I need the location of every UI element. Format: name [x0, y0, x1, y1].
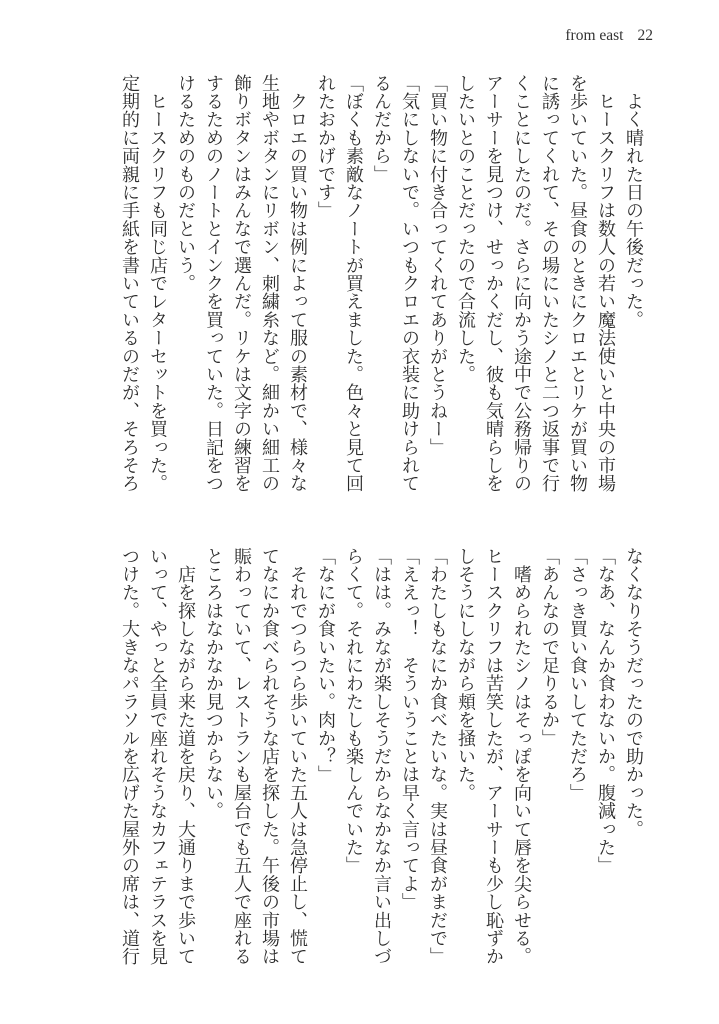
- text-column: 「なにが食いたい。肉か？」: [315, 547, 336, 784]
- text-column: に誘ってくれて、その場にいたシノと二つ返事で行: [539, 74, 560, 493]
- text-column: それでつらつら歩いていた五人は急停止し、慌て: [287, 547, 308, 966]
- text-column: ヒースクリフは苦笑したが、アーサーも少し恥ずか: [483, 547, 504, 966]
- text-column: よく晴れた日の午後だった。: [623, 74, 644, 329]
- text-column: しそうにしながら頬を掻いた。: [455, 547, 476, 802]
- text-column: くことにしたのだ。さらに向かう途中で公務帰りの: [511, 74, 532, 493]
- text-column: てなにか食べられそうな店を探した。午後の市場は: [259, 547, 280, 966]
- text-column: 「気にしないで。いつもクロエの衣装に助けられて: [399, 74, 420, 493]
- text-column: 「なあ、なんか食わないか。腹減った」: [595, 547, 616, 875]
- text-column: 生地やボタンにリボン、刺繍糸など。細かい細工の: [259, 74, 280, 493]
- text-column: 「はは。みなが楽しそうだからなかなか言い出しづ: [371, 547, 392, 966]
- text-column: 飾りボタンはみんなで選んだ。リケは文字の練習を: [231, 74, 252, 493]
- text-column: 「ぼくも素敵なノートが買えました。色々と見て回: [343, 74, 364, 493]
- text-column: いって、やっと全員で座れそうなカフェテラスを見: [147, 547, 168, 966]
- text-column: 定期的に両親に手紙を書いているのだが、そろそろ: [119, 74, 140, 493]
- text-column: 嗜められたシノはそっぽを向いて唇を尖らせる。: [511, 547, 532, 966]
- text-column: 「さっき買い食いしてただろ」: [567, 547, 588, 802]
- text-column: クロエの買い物は例によって服の素材で、様々な: [287, 74, 308, 493]
- text-column: なくなりそうだったので助かった。: [623, 547, 644, 839]
- text-column: ヒースクリフは数人の若い魔法使いと中央の市場: [595, 74, 616, 493]
- text-column: れたおかげです」: [315, 74, 336, 220]
- text-column: 「買い物に付き合ってくれてありがとうねー」: [427, 74, 448, 457]
- text-column: ところはなかなか見つからない。: [203, 547, 224, 820]
- text-column: を歩いていた。昼食のときにクロエとリケが買い物: [567, 74, 588, 493]
- text-column: アーサーを見つけ、せっかくだし、彼も気晴らしを: [483, 74, 504, 493]
- text-column: したいとのことだったので合流した。: [455, 74, 476, 384]
- page-number: 22: [637, 27, 653, 44]
- upper-text-block: [115, 74, 647, 496]
- text-column: 「ええっ！ そういうことは早く言ってよ」: [399, 547, 420, 911]
- text-column: 賑わっていて、レストランも屋台でも五人で座れる: [231, 547, 252, 966]
- text-column: ヒースクリフも同じ店でレターセットを買った。: [147, 74, 168, 493]
- text-column: らくて。それにわたしも楽しんでいた」: [343, 547, 364, 875]
- text-column: 店を探しながら来た道を戻り、大通りまで歩いて: [175, 547, 196, 966]
- text-column: するためのノートとインクを買っていた。日記をつ: [203, 74, 224, 493]
- text-column: 「あんなので足りるか」: [539, 547, 560, 748]
- header-title: from east: [565, 27, 624, 44]
- text-column: 「わたしもなにか食べたいな。実は昼食がまだで」: [427, 547, 448, 966]
- text-column: けるためのものだという。: [175, 74, 196, 293]
- lower-text-block: [115, 547, 647, 969]
- running-header: [565, 27, 653, 45]
- text-column: つけた。大きなパラソルを広げた屋外の席は、道行: [119, 547, 140, 966]
- text-column: るんだから」: [371, 74, 392, 184]
